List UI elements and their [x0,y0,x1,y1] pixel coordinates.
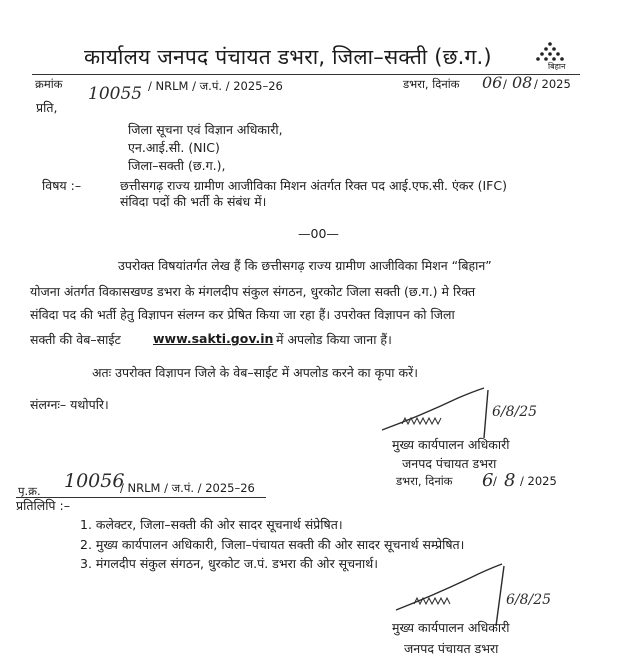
signature-2-date: 6/8/25 [506,592,552,608]
ref2-label: पृ.क्र. [18,484,41,498]
to-label: प्रति, [36,100,58,115]
ref2-number: 10056 [64,470,125,492]
ref2-suffix: / NRLM / ज.पं. / 2025–26 [120,481,255,495]
ref-date-day: 06 [482,73,503,92]
body-line-4-pre: सक्ती की वेब–साईट [30,332,121,347]
date-separator: / [503,77,507,91]
copy-item-1: 1. कलेक्टर, जिला–सक्ती की ओर सादर सूचनार्थ संप्रेषित। [80,517,343,532]
to-line-1: जिला सूचना एवं विज्ञान अधिकारी, [128,122,283,137]
ref2-date-month: 8 [504,470,516,491]
signature-2-office: जनपद पंचायत डभरा [404,641,499,656]
ref2-date-label: डभरा, दिनांक [396,474,453,488]
ref-suffix: / NRLM / ज.पं. / 2025–26 [148,79,283,93]
logo-text: बिहान [548,62,566,71]
subject-label: विषय :– [42,178,82,193]
ref-label: क्रमांक [35,77,63,91]
request-line: अतः उपरोक्त विज्ञापन जिले के वेब–साईट में अपलोड करने का कृपा करें। [92,365,418,380]
ref-date-year: / 2025 [534,77,571,91]
ref-number: 10055 [88,84,143,104]
to-line-2: एन.आई.सी. (NIC) [128,140,220,155]
to-line-3: जिला–सक्ती (छ.ग.), [128,158,226,173]
signature-2-designation: मुख्य कार्यपालन अधिकारी [392,620,510,635]
subject-line-2: संविदा पदों की भर्ती के संबंध में। [120,194,267,209]
ref-date-label: डभरा, दिनांक [403,77,460,91]
header-rule [32,74,580,75]
enclosure: संलग्नः– यथोपरि। [30,397,109,412]
website-link[interactable]: www.sakti.gov.in [153,331,274,346]
ref2-date-day: 6 [482,470,494,491]
body-line-4-post: में अपलोड किया जाना हैं। [276,332,392,347]
copy-item-2: 2. मुख्य कार्यपालन अधिकारी, जिला–पंचायत सक्ती की ओर सादर सूचनार्थ सम्प्रेषित। [80,537,465,552]
copy-item-3: 3. मंगलदीप संकुल संगठन, धुरकोट ज.पं. डभरा की ओर सूचनार्थ। [80,556,378,571]
signature-1-date: 6/8/25 [492,404,538,420]
body-line-3: संविदा पद की भर्ती हेतु विज्ञापन संलग्न कर प्रेषित किया जा रहा हैं। उपरोक्त विज्ञापन को जिला [30,307,455,322]
ref-date-month: 08 [512,73,533,92]
ref2-date-year: / 2025 [520,474,557,488]
copy-label: प्रतिलिपि :– [16,498,70,513]
signature-1-designation: मुख्य कार्यपालन अधिकारी [392,437,510,452]
signature-1-office: जनपद पंचायत डभरा [402,456,497,471]
bihan-logo [530,40,580,74]
subject-line-1: छत्तीसगढ़ राज्य ग्रामीण आजीविका मिशन अंतर्गत रिक्त पद आई.एफ.सी. एंकर (IFC) [120,178,507,193]
body-line-1: उपरोक्त विषयांतर्गत लेख हैं कि छत्तीसगढ़ राज्य ग्रामीण आजीविका मिशन “बिहान” [118,258,492,273]
date2-separator: / [493,474,497,488]
divider: —00— [298,226,339,241]
body-line-2: योजना अंतर्गत विकासखण्ड डभरा के मंगलदीप संकुल संगठन, धुरकोट जिला सक्ती (छ.ग.) मे रिक्त [30,284,476,299]
office-title: कार्यालय जनपद पंचायत डभरा, जिला–सक्ती (छ.ग.) [84,45,492,69]
